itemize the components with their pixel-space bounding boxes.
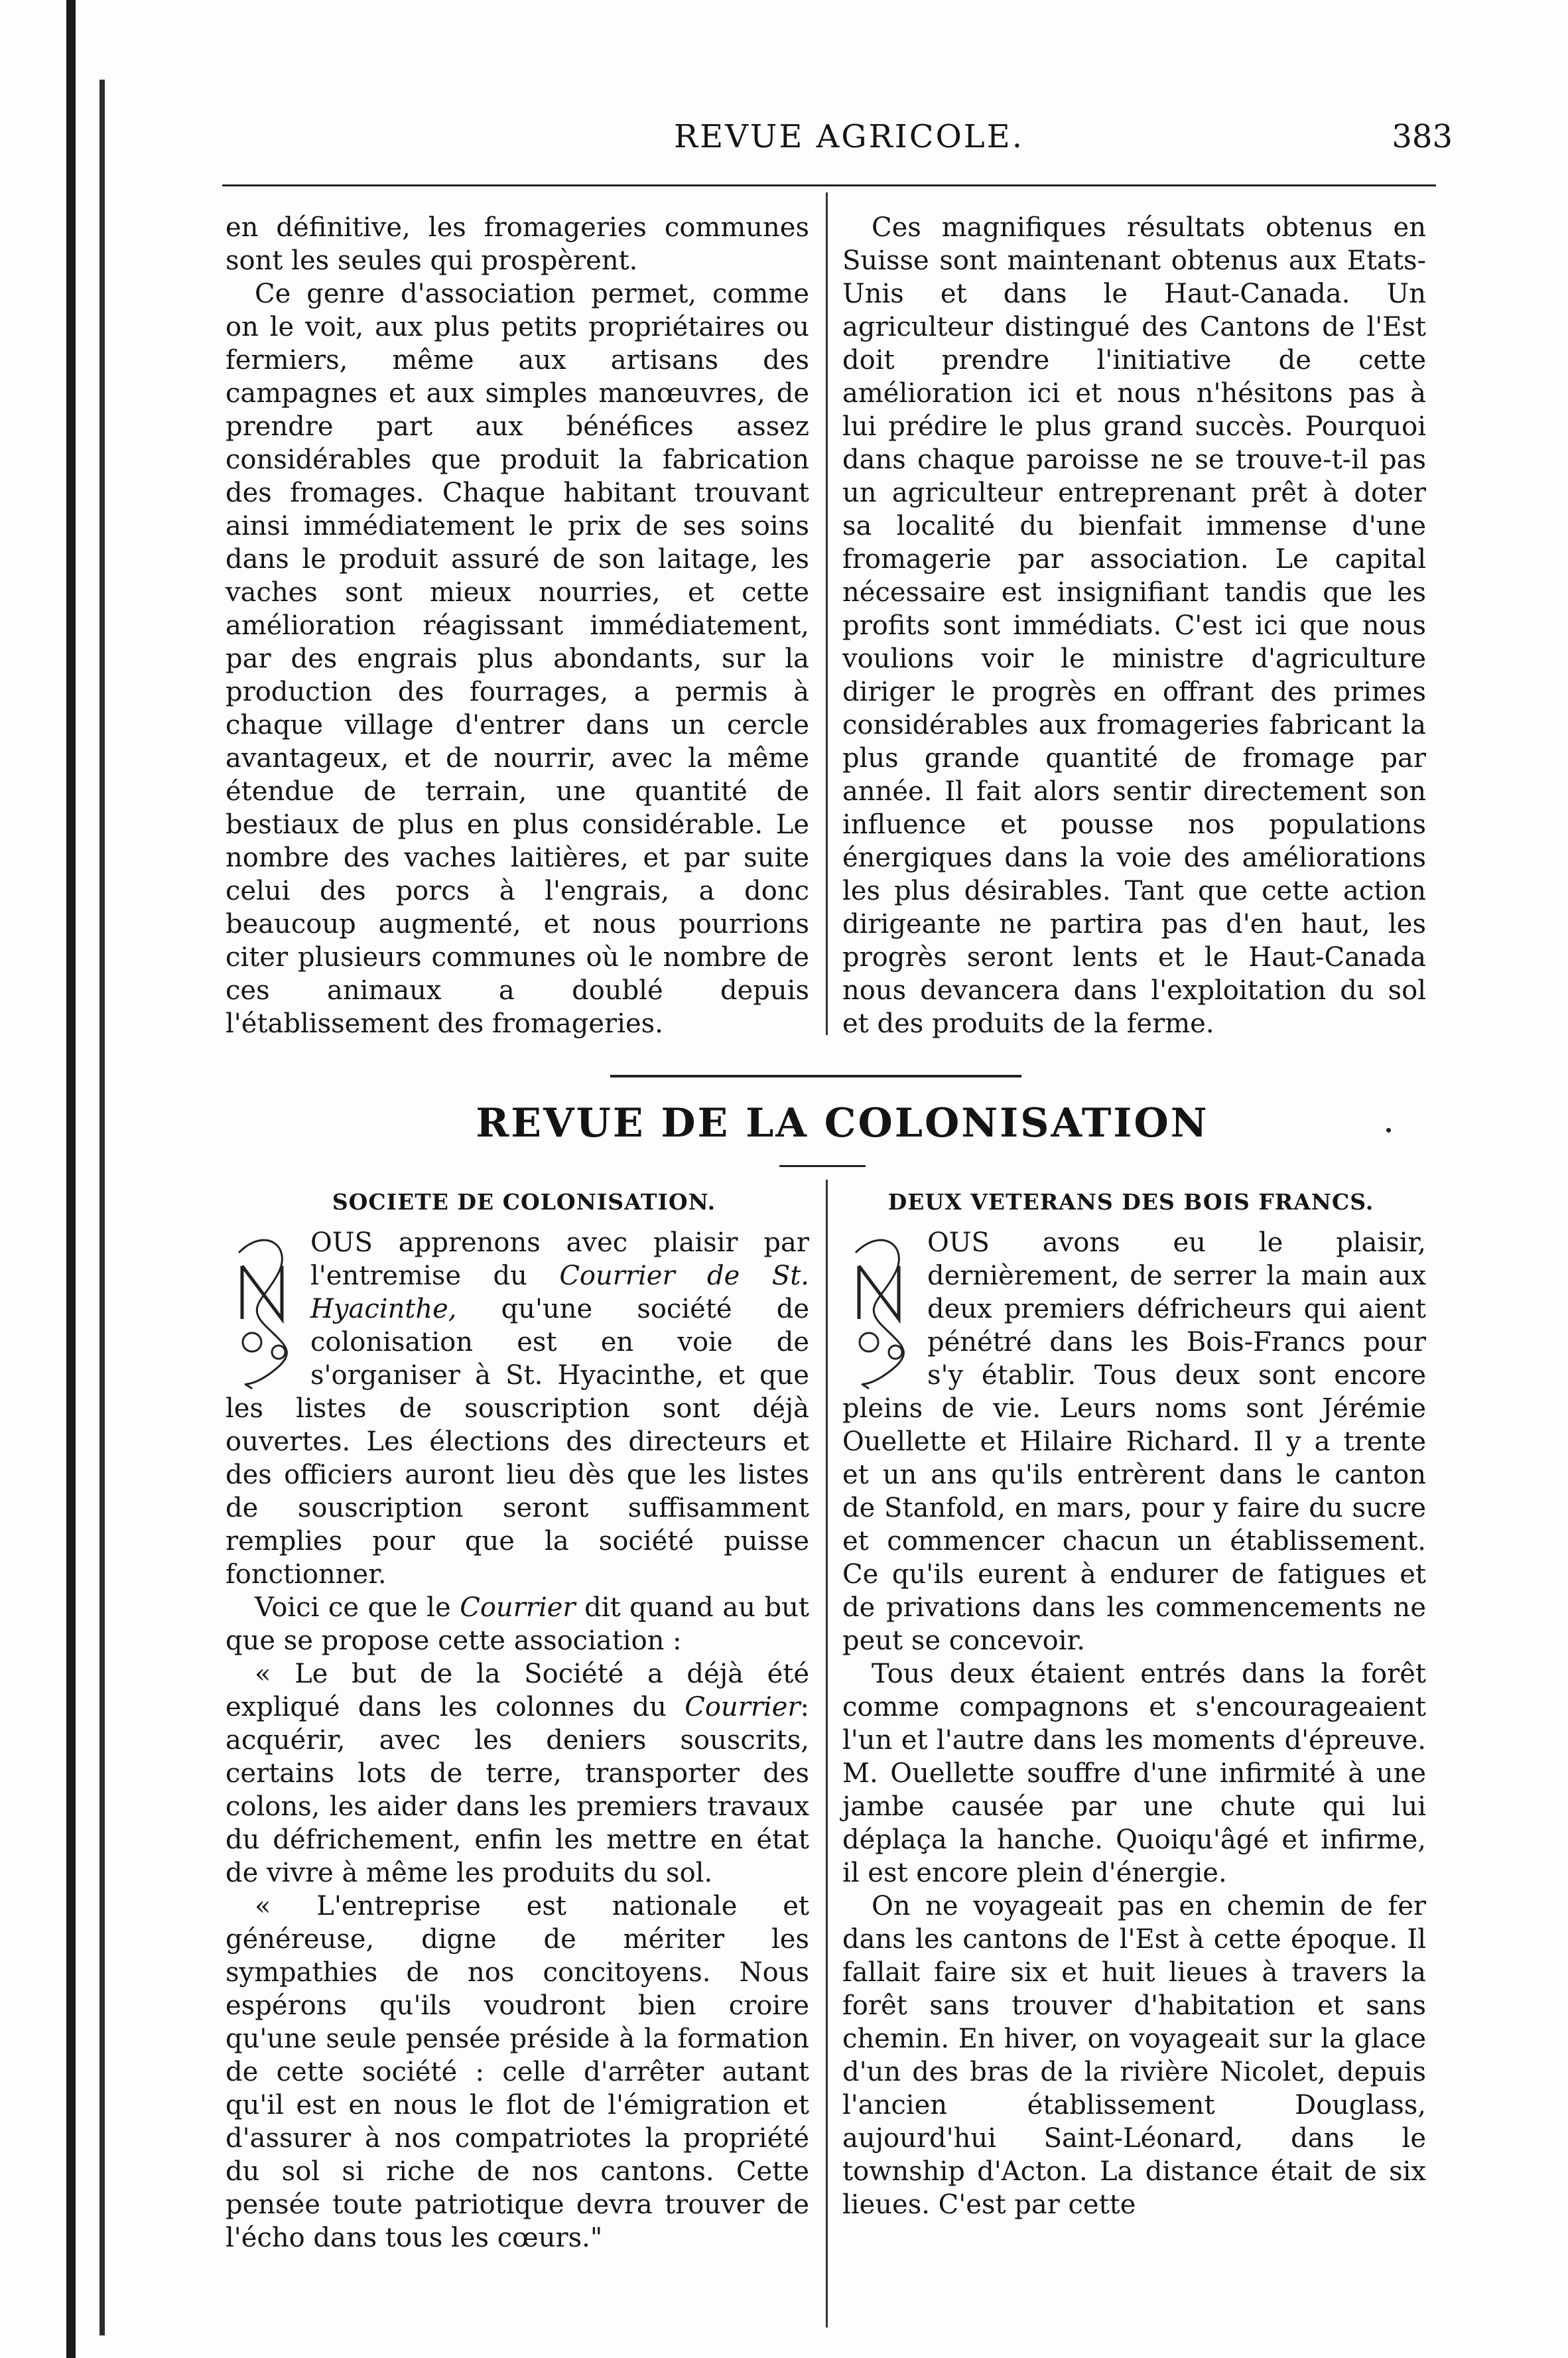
text-run: OUS avons eu le plaisir, dernièrement, de serrer la main aux deux premiers défricheurs qui aient pénétré dans les Bois-Francs pour s'y établir. Tous deux sont encore pleins de vie. Leurs noms sont Jérémie Ouellette et Hilaire Richard. Il y a trente et un ans qu'ils entrèrent dans le canton de Stanfold, en mars, pour y faire du sucre et commencer chacun un établissement. Ce qu'ils eurent à endurer de fatigues et de privations dans les commencements ne peut se concevoir. bbox=[842, 1227, 1426, 1656]
top-left-column bbox=[226, 211, 809, 1040]
text-run: « Le but de la Société a déjà été expliqué dans les colonnes du bbox=[226, 1659, 809, 1722]
column-divider-bottom bbox=[826, 1180, 828, 2327]
section-rule bbox=[610, 1075, 1021, 1077]
article-paragraph bbox=[842, 1226, 1426, 1657]
paragraph: en définitive, les fromageries communes sont les seules qui prospèrent. bbox=[226, 212, 809, 276]
ornamental-dropcap-icon bbox=[842, 1226, 921, 1392]
publication-name: Courrier bbox=[685, 1692, 801, 1722]
title-underrule bbox=[779, 1165, 866, 1167]
dropcap-flourish-icon bbox=[226, 1226, 304, 1392]
publication-name: Courrier bbox=[460, 1592, 576, 1623]
stray-dot bbox=[1386, 1128, 1391, 1133]
text-run: dit quand au but que se propose cette association : bbox=[226, 1592, 809, 1656]
text-run: qu'une société de colonisation est en voie de s'organiser à St. Hyacinthe, et que les listes de souscription sont déjà ouvertes. Les élections des directeurs et des officiers auront lieu dès que les listes de souscription seront suffisamment remplies pour que la société puisse fonctionner. bbox=[226, 1294, 809, 1590]
article-paragraph bbox=[226, 1226, 809, 1591]
page-number: 383 bbox=[1392, 118, 1453, 155]
ornamental-dropcap-icon bbox=[226, 1226, 304, 1392]
paragraph: Ce genre d'association permet, comme on le voit, aux plus petits propriétaires ou fermiers, même aux artisans des campagnes et aux simples manœuvres, de prendre part aux bénéfices assez considérables que produit la fabrication des fromages. Chaque habitant trouvant ainsi immédiatement le prix de ses soins dans le produit assuré de son laitage, les vaches sont mieux nourries, et cette amélioration réagissant immédiatement, par des engrais plus abondants, sur la production des fourrages, a permis à chaque village d'entrer dans un cercle avantageux, et de nourrir, avec la même étendue de terrain, une quantité de bestiaux de plus en plus considérable. Le nombre des vaches laitières, et par suite celui des porcs à l'engrais, a donc beaucoup augmenté, et nous pourrions citer plusieurs communes où le nombre de ces animaux a doublé depuis l'établissement des fromageries. bbox=[226, 279, 809, 1039]
publication-name: Courrier de St. Hyacinthe, bbox=[310, 1261, 809, 1324]
top-right-column bbox=[842, 211, 1426, 1040]
right-article bbox=[842, 1226, 1426, 2221]
column-divider-top bbox=[826, 192, 828, 1035]
paragraph: Ces magnifiques résultats obtenus en Suisse sont maintenant obtenus aux Etats-Unis et dans le Haut-Canada. Un agriculteur distingué des Cantons de l'Est doit prendre l'initiative de cette amélioration ici et nous n'hésitons pas à lui prédire le plus grand succès. Pourquoi dans chaque paroisse ne se trouve-t-il pas un agriculteur entreprenant prêt à doter sa localité du bienfait immense d'une fromagerie par association. Le capital nécessaire est insignifiant tandis que les profits sont immédiats. C'est ici que nous voulions voir le ministre d'agriculture diriger le progrès en offrant des primes considérables aux fromageries fabricant la plus grande quantité de fromage par année. Il fait alors sentir directement son influence et pousse nos populations énergiques dans la voie des améliorations les plus désirables. Tant que cette action dirigeante ne partira pas d'en haut, les progrès seront lents et le Haut-Canada nous devancera dans l'exploitation du sol et des produits de la ferme. bbox=[842, 212, 1426, 1039]
article-heading-left: SOCIETE DE COLONISATION. bbox=[332, 1189, 716, 1215]
article-heading-right: DEUX VETERANS DES BOIS FRANCS. bbox=[887, 1189, 1374, 1215]
article-paragraph bbox=[226, 1591, 809, 1657]
header-rule bbox=[222, 184, 1436, 186]
text-run: : acquérir, avec les deniers souscrits, certains lots de terre, transporter des colons, les aider dans les premiers travaux du défrichement, enfin les mettre en état de vivre à même les produits du sol. bbox=[226, 1692, 809, 1888]
running-head: REVUE AGRICOLE. bbox=[674, 118, 1024, 155]
article-paragraph bbox=[226, 1657, 809, 1890]
dropcap-flourish-icon bbox=[842, 1226, 921, 1392]
article-paragraph: Tous deux étaient entrés dans la forêt comme compagnons et s'encourageaient l'un et l'autre dans les moments d'épreuve. M. Ouellette souffre d'une infirmité à une jambe causée par une chute qui lui déplaça la hanche. Quoiqu'âgé et infirme, il est encore plein d'énergie. bbox=[842, 1659, 1426, 1888]
article-paragraph: « L'entreprise est nationale et généreuse, digne de mériter les sympathies de nos concitoyens. Nous espérons qu'ils voudront bien croire qu'une seule pensée préside à la formation de cette société : celle d'arrêter autant qu'il est en nous le flot de l'émigration et d'assurer à nos compatriotes la propriété du sol si riche de nos cantons. Cette pensée toute patriotique devra trouver de l'écho dans tous les cœurs." bbox=[226, 1891, 809, 2253]
text-run: OUS apprenons avec plaisir par l'entremise du bbox=[310, 1227, 809, 1291]
section-title: REVUE DE LA COLONISATION bbox=[476, 1100, 1209, 1146]
binding-edge bbox=[66, 0, 76, 2358]
article-paragraph: On ne voyageait pas en chemin de fer dans les cantons de l'Est à cette époque. Il fallait faire six et huit lieues à travers la forêt sans trouver d'habitation et sans chemin. En hiver, on voyageait sur la glace d'un des bras de la rivière Nicolet, depuis l'ancien établissement Douglass, aujourd'hui Saint-Léonard, dans le township d'Acton. La distance était de six lieues. C'est par cette bbox=[842, 1891, 1426, 2220]
binding-shadow bbox=[99, 80, 105, 2335]
text-run: Voici ce que le bbox=[255, 1592, 460, 1623]
left-article bbox=[226, 1226, 809, 2254]
